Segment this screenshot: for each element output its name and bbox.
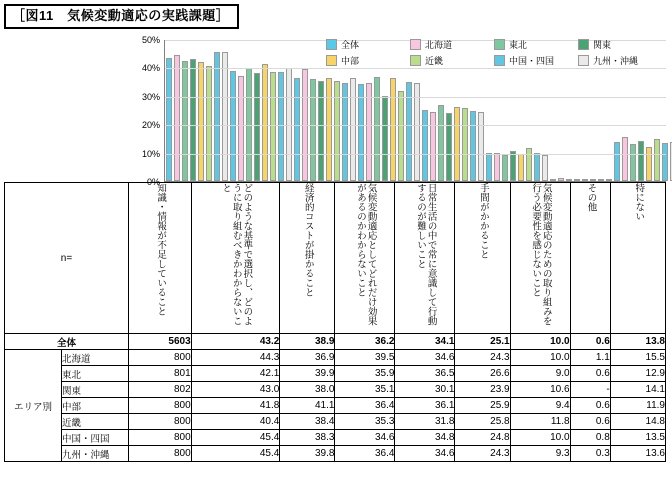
y-tick-label: 40%: [141, 63, 160, 74]
cell-value: 15.5: [610, 350, 665, 366]
cell-value: 34.1: [395, 334, 455, 350]
legend-item: [578, 54, 662, 67]
table-row: [5, 446, 666, 462]
legend-label: 関東: [593, 40, 612, 50]
cell-value: 39.5: [335, 350, 395, 366]
cell-value: 25.1: [455, 334, 510, 350]
bar: [278, 72, 284, 181]
bar: [542, 155, 548, 181]
cell-value: 43.0: [191, 382, 280, 398]
bar: [470, 111, 476, 181]
y-tick-label: 30%: [141, 91, 160, 102]
cell-n: 800: [129, 430, 192, 446]
legend-item: [410, 38, 494, 51]
bar: [574, 179, 580, 181]
legend-label: 北海道: [425, 40, 453, 50]
bar: [238, 76, 244, 181]
legend-item: [494, 54, 578, 67]
cell-value: 14.1: [610, 382, 665, 398]
table-row: [5, 382, 666, 398]
column-header: 手間がかかること: [455, 183, 510, 334]
bar: [174, 55, 180, 181]
table-row: [5, 414, 666, 430]
legend-swatch: [410, 55, 421, 66]
column-header: 経済的コストが掛かること: [280, 183, 335, 334]
cell-value: 34.6: [395, 350, 455, 366]
cell-value: 11.9: [610, 398, 665, 414]
bar: [334, 81, 340, 181]
bar: [214, 52, 220, 181]
cell-value: 36.4: [335, 398, 395, 414]
legend-label: 中国・四国: [509, 56, 555, 66]
bar: [270, 72, 276, 181]
cell-value: 34.6: [335, 430, 395, 446]
gridline: [165, 125, 666, 126]
cell-value: 30.1: [395, 382, 455, 398]
bar: [606, 179, 612, 181]
legend-item: [326, 54, 410, 67]
legend-label: 九州・沖縄: [593, 56, 639, 66]
cell-value: 13.6: [610, 446, 665, 462]
bar: [262, 64, 268, 181]
cell-value: 10.0: [510, 334, 570, 350]
cell-value: 41.1: [280, 398, 335, 414]
bar-group: [165, 40, 229, 181]
cell-value: 39.9: [280, 366, 335, 382]
bar: [430, 112, 436, 181]
cell-n: 800: [129, 446, 192, 462]
bar: [166, 58, 172, 181]
bar: [222, 52, 228, 181]
row-label: 中部: [62, 398, 129, 414]
cell-value: 12.9: [610, 366, 665, 382]
bar-group: [229, 40, 293, 181]
legend-item: [410, 54, 494, 67]
table-body: [5, 183, 666, 462]
cell-value: 42.1: [191, 366, 280, 382]
cell-value: 39.8: [280, 446, 335, 462]
column-header: 知識・情報が不足していること: [129, 183, 192, 334]
data-table: [4, 182, 666, 462]
cell-value: 23.9: [455, 382, 510, 398]
y-tick-label: 20%: [141, 120, 160, 131]
legend-label: 東北: [509, 40, 528, 50]
cell-value: 9.4: [510, 398, 570, 414]
cell-value: 9.3: [510, 446, 570, 462]
cell-value: 0.6: [570, 334, 610, 350]
bar: [462, 108, 468, 181]
gridline: [165, 97, 666, 98]
cell-value: 9.0: [510, 366, 570, 382]
figure-title: ［図11 気候変動適応の実践課題］: [4, 4, 239, 29]
row-group-label-area: エリア別: [5, 350, 62, 462]
table-header-row: [5, 183, 666, 334]
bar: [614, 142, 620, 181]
bar: [486, 153, 492, 181]
cell-value: 25.8: [455, 414, 510, 430]
cell-value: 10.0: [510, 350, 570, 366]
bar: [502, 155, 508, 181]
bar: [558, 178, 564, 181]
bar: [398, 91, 404, 181]
cell-value: 26.6: [455, 366, 510, 382]
bar: [534, 153, 540, 181]
bar: [350, 78, 356, 181]
cell-value: 24.8: [455, 430, 510, 446]
bar: [374, 77, 380, 181]
legend-swatch: [326, 55, 337, 66]
bar: [638, 141, 644, 181]
bar: [566, 179, 572, 181]
bar: [190, 59, 196, 181]
cell-value: 0.6: [570, 398, 610, 414]
cell-n: 5603: [129, 334, 192, 350]
cell-value: 36.4: [335, 446, 395, 462]
cell-n: 802: [129, 382, 192, 398]
legend-item: [326, 38, 410, 51]
legend-swatch: [578, 55, 589, 66]
bar: [294, 78, 300, 181]
bar: [478, 112, 484, 181]
legend-swatch: [494, 39, 505, 50]
bar: [582, 179, 588, 181]
bar: [454, 107, 460, 181]
y-axis-labels: [128, 35, 162, 187]
cell-value: 45.4: [191, 446, 280, 462]
bar: [438, 105, 444, 181]
cell-value: 24.3: [455, 350, 510, 366]
column-header: どのような基準で選択し、どのように取り組むべきかわからないこと: [191, 183, 280, 334]
cell-value: 11.8: [510, 414, 570, 430]
cell-value: 36.2: [335, 334, 395, 350]
bar: [510, 151, 516, 181]
bar: [326, 78, 332, 181]
bar: [182, 61, 188, 181]
legend-item: [494, 38, 578, 51]
cell-value: 24.3: [455, 446, 510, 462]
row-label: 北海道: [62, 350, 129, 366]
row-label: 中国・四国: [62, 430, 129, 446]
cell-value: 36.1: [395, 398, 455, 414]
cell-value: 45.4: [191, 430, 280, 446]
gridline: [165, 154, 666, 155]
cell-value: 0.6: [570, 366, 610, 382]
bar: [598, 179, 604, 181]
bar: [206, 66, 212, 181]
cell-value: 38.3: [280, 430, 335, 446]
row-label: 関東: [62, 382, 129, 398]
cell-value: 0.6: [570, 414, 610, 430]
cell-value: 0.3: [570, 446, 610, 462]
bar: [550, 179, 556, 181]
y-tick-label: 10%: [141, 148, 160, 159]
row-label: 近畿: [62, 414, 129, 430]
bar: [254, 73, 260, 181]
cell-value: 35.9: [335, 366, 395, 382]
table-row: [5, 366, 666, 382]
cell-value: 34.8: [395, 430, 455, 446]
cell-value: 0.8: [570, 430, 610, 446]
legend-label: 中部: [341, 56, 360, 66]
bar: [654, 139, 660, 181]
column-header: 気候変動適応のための取り組みを行う必要性を感じないこと: [510, 183, 570, 334]
n-header-cell: n=: [5, 183, 129, 334]
bar: [630, 144, 636, 181]
table-row: [5, 430, 666, 446]
cell-n: 800: [129, 414, 192, 430]
cell-value: 38.0: [280, 382, 335, 398]
bar: [526, 148, 532, 182]
cell-value: 14.8: [610, 414, 665, 430]
cell-value: 13.8: [610, 334, 665, 350]
column-header: 気候変動適応としてどれだけ効果があるのかわからないこと: [335, 183, 395, 334]
bar: [446, 113, 452, 181]
legend-swatch: [410, 39, 421, 50]
row-label-total: 全体: [5, 334, 129, 350]
column-header: その他: [570, 183, 610, 334]
table-row: [5, 334, 666, 350]
cell-value: 36.9: [280, 350, 335, 366]
cell-value: 43.2: [191, 334, 280, 350]
legend-swatch: [494, 55, 505, 66]
cell-value: 36.5: [395, 366, 455, 382]
y-tick-label: 0%: [146, 177, 160, 187]
cell-value: 34.6: [395, 446, 455, 462]
cell-value: -: [570, 382, 610, 398]
column-header: 日常生活の中で常に意識して行動するのが難しいこと: [395, 183, 455, 334]
y-tick-label: 50%: [141, 35, 160, 45]
bar: [590, 179, 596, 181]
bar: [382, 96, 388, 181]
cell-value: 35.1: [335, 382, 395, 398]
cell-n: 800: [129, 398, 192, 414]
bar: [198, 62, 204, 181]
bar: [518, 154, 524, 181]
cell-value: 13.5: [610, 430, 665, 446]
table-row: [5, 350, 666, 366]
chart-legend: [326, 38, 662, 70]
bar: [622, 137, 628, 181]
cell-value: 35.3: [335, 414, 395, 430]
bar: [390, 78, 396, 181]
bar: [422, 110, 428, 181]
cell-value: 10.6: [510, 382, 570, 398]
cell-value: 41.8: [191, 398, 280, 414]
legend-swatch: [326, 39, 337, 50]
bar: [494, 153, 500, 181]
legend-row: [326, 54, 662, 67]
cell-value: 38.9: [280, 334, 335, 350]
cell-value: 40.4: [191, 414, 280, 430]
cell-value: 25.9: [455, 398, 510, 414]
bar: [646, 147, 652, 181]
table-row: [5, 398, 666, 414]
column-header: 特にない: [610, 183, 665, 334]
cell-value: 38.4: [280, 414, 335, 430]
cell-value: 10.0: [510, 430, 570, 446]
row-label: 九州・沖縄: [62, 446, 129, 462]
legend-label: 近畿: [425, 56, 444, 66]
cell-n: 801: [129, 366, 192, 382]
cell-n: 800: [129, 350, 192, 366]
row-label: 東北: [62, 366, 129, 382]
bar: [662, 143, 668, 181]
bar: [310, 79, 316, 181]
legend-swatch: [578, 39, 589, 50]
cell-value: 44.3: [191, 350, 280, 366]
cell-value: 31.8: [395, 414, 455, 430]
legend-row: [326, 38, 662, 51]
legend-label: 全体: [341, 40, 360, 50]
bar: [358, 84, 364, 181]
cell-value: 1.1: [570, 350, 610, 366]
legend-item: [578, 38, 662, 51]
